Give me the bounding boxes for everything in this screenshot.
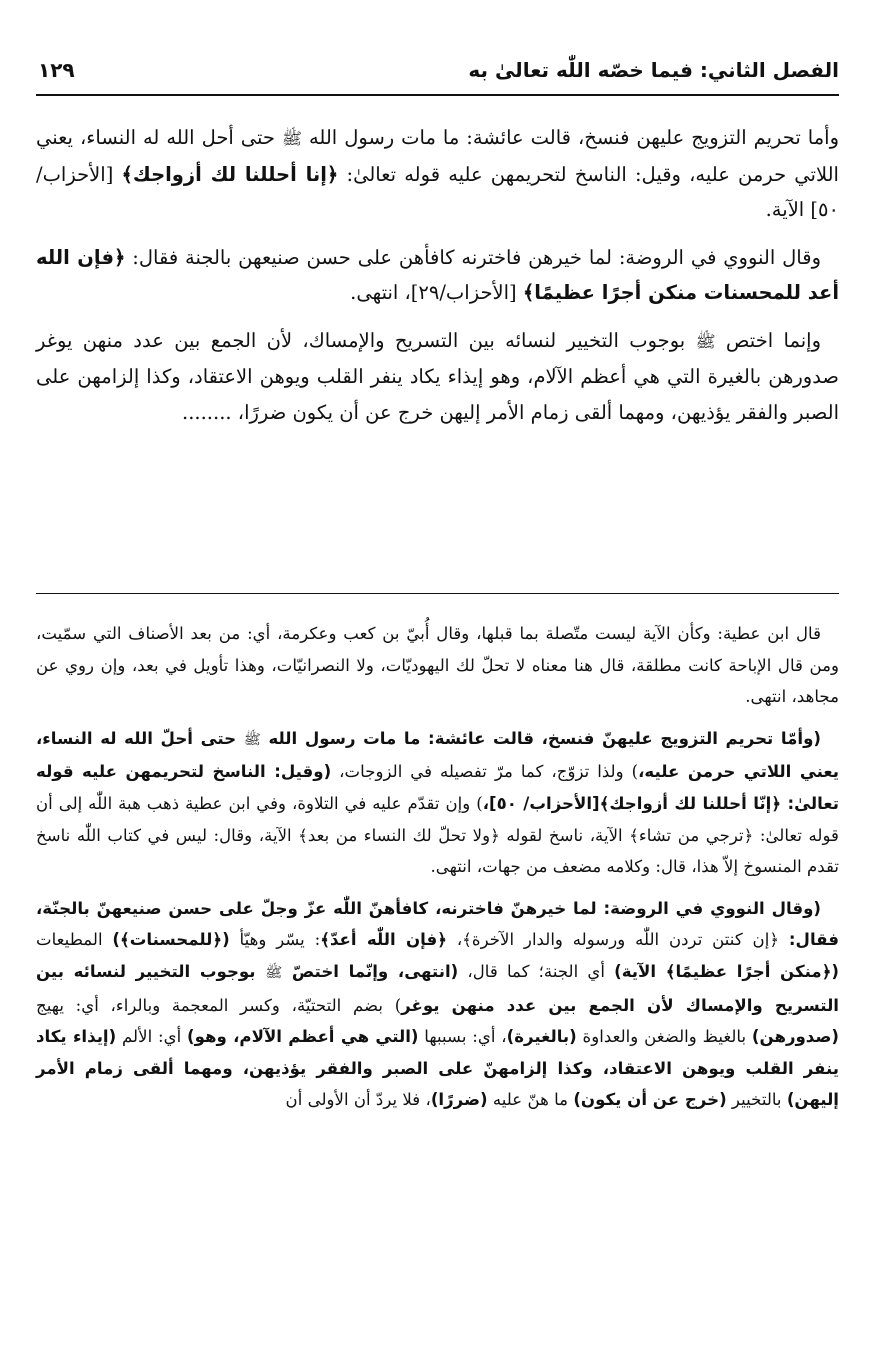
salawat-ligature: ﷺ: [281, 129, 302, 148]
salawat-ligature: ﷺ: [265, 964, 283, 981]
commentary: [36, 618, 839, 1126]
quran-verse: ﴿إنا أحللنا لك أزواجك﴾: [121, 162, 339, 186]
commentary-paragraph-2: (وأمّا تحريم التزويج عليهنّ فنسخ، قالت عائشة: ما مات رسول الله ﷺ حتى أحلّ الله له النساء، يعني اللاتي حرمن عليه،) ولذا تزوّج، كما مرّ تفصيله في الزوجات، (وقيل: الناسخ لتحريمهن عليه قوله تعالىٰ: ﴿إنّا أحللنا لك أزواجك﴾[الأحزاب/ ٥٠]،) وإن تقدّم عليه في التلاوة، وفي ابن عطية ذهب هبة اللّٰه إلى أن قوله تعالىٰ: ﴿ترجي من تشاء﴾ الآية، ناسخ لقوله ﴿ولا تحلّ لك النساء من بعد﴾ الآية، وقال: ليس في كتاب اللّٰه ناسخ تقدم المنسوخ إلاّ هذا، قال: وكلامه مضعف من جهات، انتهى.: [36, 728, 839, 877]
header-rule: [36, 94, 839, 96]
commentary-rule: [36, 593, 839, 594]
salawat-ligature: ﷺ: [243, 731, 261, 748]
main-paragraph-1: وأما تحريم التزويج عليهن فنسخ، قالت عائشة: ما مات رسول الله ﷺ حتى أحل الله له النساء، يعني اللاتي حرمن عليه، وقيل: الناسخ لتحريمهن عليه قوله تعالىٰ: ﴿إنا أحللنا لك أزواجك﴾ [الأحزاب/٥٠] الآية.: [36, 126, 839, 221]
commentary-paragraph-3: (وقال النووي في الروضة: لما خيرهنّ فاخترنه، كافأهنّ اللّٰه عزّ وجلّ على حسن صنيعهنّ بالجنّة، فقال: ﴿إن كنتن تردن اللّٰه ورسوله والدار الآخرة﴾، ﴿فإن اللّٰه أعدّ﴾: يسّر وهيّأ (﴿للمحسنات﴾) المطيعات (﴿منكن أجرًا عظيمًا﴾ الآية) أي الجنة؛ كما قال، (انتهى، وإنّما اختصّ ﷺ بوجوب التخيير لنسائه بين التسريح والإمساك لأن الجمع بين عدد منهن يوغر) بضم التحتيّة، وكسر المعجمة وبالراء، أي: يهيج (صدورهن) بالغيظ والضغن والعداوة (بالغيرة)، أي: بسببها (التي هي أعظم الآلام، وهو) أي: الألم (إيذاء يكاد ينفر القلب ويوهن الاعتقاد، وكذا إلزامهنّ على الصبر والفقر يؤذيهن، ومهما ألقى زمام الأمر إليهن) بالتخيير (خرج عن أن يكون) ما هنّ عليه (ضررًا)، فلا يردّ أن الأولى أن: [36, 898, 840, 1110]
salawat-ligature: ﷺ: [695, 331, 716, 351]
main-paragraph-3: وإنما اختص ﷺ بوجوب التخيير لنسائه بين التسريح والإمساك، لأن الجمع بين عدد منهن يوغر صدورهن بالغيرة التي هي أعظم الآلام، وهو إيذاء يكاد ينفر القلب ويوهن الاعتقاد، وكذا إلزامهن على الصبر والفقر يؤذيهن، ومهما ألقى زمام الأمر إليهن خرج عن أن يكون ضررًا، ........: [36, 328, 839, 424]
main-text: [36, 120, 839, 442]
running-header: [38, 50, 839, 90]
chapter-title: الفصل الثاني: فيما خصّه اللّٰه تعالىٰ به: [468, 58, 839, 82]
commentary-paragraph-1: قال ابن عطية: وكأن الآية ليست متّصلة بما قبلها، وقال أُبيّ بن كعب وعكرمة، أي: من بعد الأصناف التي سمّيت، ومن قال الإباحة كانت مطلقة، قال هنا معناه لا تحلّ لك اليهوديّات، ولا النصرانيّات، وهذا تأويل في بعد، وإن روي عن مجاهد، انتهى.: [36, 624, 839, 707]
main-paragraph-2: وقال النووي في الروضة: لما خيرهن فاخترنه كافأهن على حسن صنيعهن بالجنة فقال: ﴿فإن الله أعد للمحسنات منكن أجرًا عظيمًا﴾ [الأحزاب/٢٩]، انتهى.: [36, 245, 839, 304]
page-number: ١٢٩: [38, 58, 75, 82]
quran-verse: ﴿فإن الله أعد للمحسنات منكن أجرًا عظيمًا﴾: [36, 245, 839, 304]
